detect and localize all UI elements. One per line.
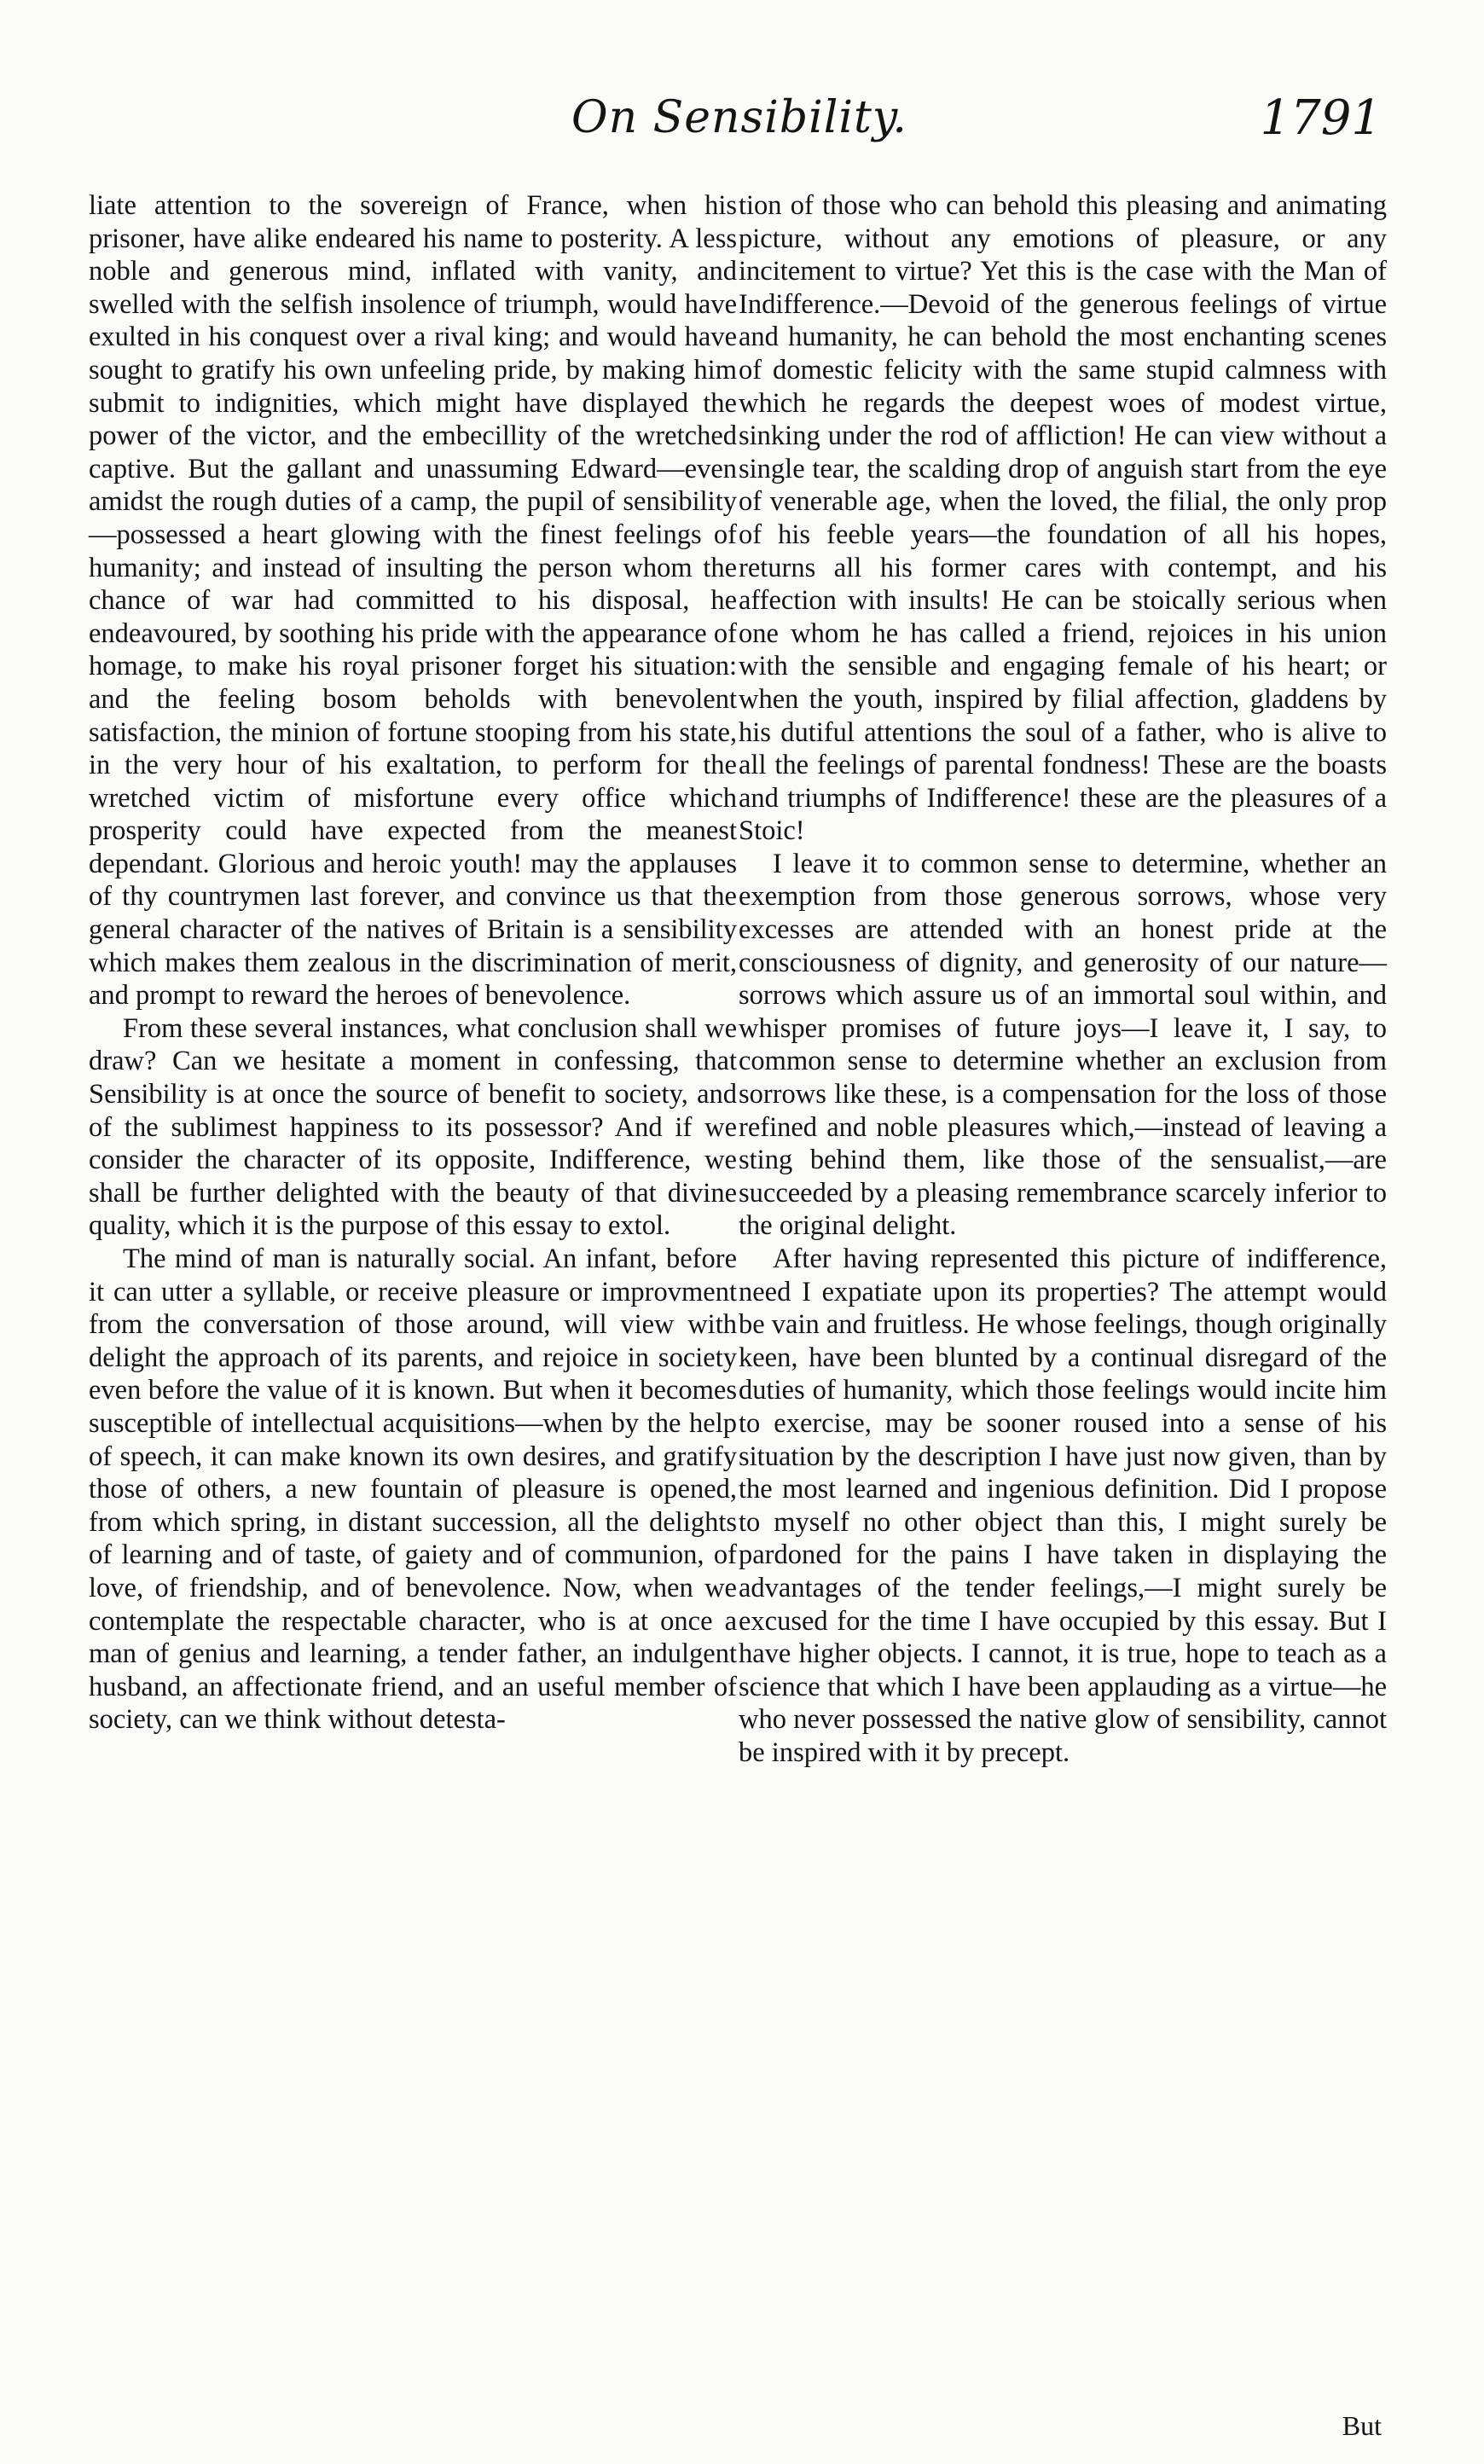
page-number: 1791 — [1260, 90, 1382, 146]
paragraph: tion of those who can behold this pleasing and animating picture, without any emotions of pleasure, or any incitement to virtue? Yet this is the case with the Man of Indifference.—Devoid of the generous feelings of virtue and humanity, he can behold the most enchanting scenes of domestic felicity with the same stupid calmness with which he regards the deepest woes of modest virtue, sinking under the rod of affliction! He can view without a single tear, the scalding drop of anguish start from the eye of venerable age, when the loved, the filial, the only prop of his feeble years—the foundation of all his hopes, returns all his former cares with contempt, and his affection with insults! He can be stoically serious when one whom he has called a friend, rejoices in his union with the sensible and engaging female of his heart; or when the youth, inspired by filial affection, gladdens by his dutiful attentions the soul of a father, who is alive to all the feelings of parental fondness! These are the boasts and triumphs of Indifference! these are the pleasures of a Stoic! — [739, 190, 1387, 847]
running-title: On Sensibility. — [571, 92, 907, 143]
right-column — [739, 189, 1387, 1770]
paragraph: I leave it to common sense to determine, whether an exemption from those generous sorrows, whose very excesses are attended with an honest pride at the consciousness of dignity, and generosity of our nature—sorrows which assure us of an immortal soul within, and whisper promises of future joys—I leave it, I say, to common sense to determine whether an exclusion from sorrows like these, is a compensation for the loss of those refined and noble pleasures which,—instead of leaving a sting behind them, like those of the sensualist,—are succeeded by a pleasing remembrance scarcely inferior to the original delight. — [739, 848, 1387, 1242]
paragraph: The mind of man is naturally social. An infant, before it can utter a syllable, or receive pleasure or improvment from the conversation of those around, will view with delight the approach of its parents, and rejoice in society even before the value of it is known. But when it becomes susceptible of intellectual acquisitions—when by the help of speech, it can make known its own desires, and gratify those of others, a new fountain of pleasure is opened, from which spring, in distant succession, all the delights of learning and of taste, of gaiety and of communion, of love, of friendship, and of benevolence. Now, when we contemplate the respectable character, who is at once a man of genius and learning, a tender father, an indulgent husband, an affectionate friend, and an useful member of society, can we think without detesta- — [89, 1244, 737, 1736]
left-column — [89, 189, 737, 1736]
paragraph: liate attention to the sovereign of France, when his prisoner, have alike endeared his name to posterity. A less noble and generous mind, inflated with vanity, and swelled with the selfish insolence of triumph, would have exulted in his conquest over a rival king; and would have sought to gratify his own unfeeling pride, by making him submit to indignities, which might have displayed the power of the victor, and the embecillity of the wretched captive. But the gallant and unassuming Edward—even amidst the rough duties of a camp, the pupil of sensibility—possessed a heart glowing with the finest feelings of humanity; and instead of insulting the person whom the chance of war had committed to his disposal, he endeavoured, by soothing his pride with the appearance of homage, to make his royal prisoner forget his situation: and the feeling bosom beholds with benevolent satisfaction, the minion of fortune stooping from his state, in the very hour of his exaltation, to perform for the wretched victim of misfortune every office which prosperity could have expected from the meanest dependant. Glorious and heroic youth! may the applauses of thy countrymen last forever, and convince us that the general character of the natives of Britain is a sensibility which makes them zealous in the discrimination of merit, and prompt to reward the heroes of benevolence. — [89, 190, 737, 1012]
catchword: But — [1342, 2410, 1382, 2441]
paragraph: After having represented this picture of indifference, need I expatiate upon its properties? The attempt would be vain and fruitless. He whose feelings, though originally keen, have been blunted by a continual disregard of the duties of humanity, which those feelings would incite him to exercise, may be sooner roused into a sense of his situation by the description I have just now given, than by the most learned and ingenious definition. Did I propose to myself no other object than this, I might surely be pardoned for the pains I have taken in displaying the advantages of the tender feelings,—I might surely be excused for the time I have occupied by this essay. But I have higher objects. I cannot, it is true, hope to teach as a science that which I have been applauding as a virtue—he who never possessed the native glow of sensibility, cannot be inspired with it by precept. — [739, 1244, 1387, 1768]
page-header — [0, 92, 1484, 169]
paragraph: From these several instances, what conclusion shall we draw? Can we hesitate a moment in confessing, that Sensibility is at once the source of benefit to society, and of the sublimest happiness to its possessor? And if we consider the character of its opposite, Indifference, we shall be further delighted with the beauty of that divine quality, which it is the purpose of this essay to extol. — [89, 1012, 737, 1242]
